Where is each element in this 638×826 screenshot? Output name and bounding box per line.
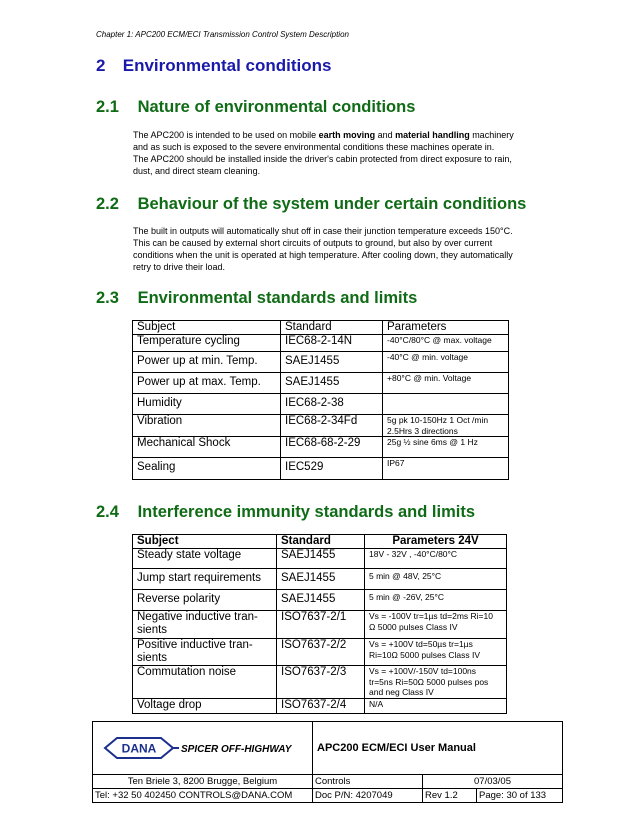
param-line: Vs = +100V/-150V td=100ns <box>369 666 477 676</box>
param-line: and neg Class IV <box>369 687 434 697</box>
table-row <box>133 590 507 611</box>
param-line: 5g pk 10-150Hz 1 Oct /min <box>387 415 489 425</box>
table-row <box>133 549 507 569</box>
cell-parameters: -40°C/80°C @ max. voltage <box>383 335 509 352</box>
bold-term-material-handling: material handling <box>395 130 470 140</box>
table-row <box>133 458 509 480</box>
cell-standard: ISO7637-2/4 <box>277 698 365 713</box>
subject-line: Positive inductive tran- <box>137 639 253 651</box>
behaviour-paragraph <box>133 225 553 273</box>
dana-logo-icon <box>103 733 303 763</box>
cell-subject <box>133 611 277 639</box>
department: Controls <box>313 775 423 789</box>
param-line: Ri=10Ω 5000 pulses Class IV <box>369 649 481 660</box>
section-heading-2-4 <box>96 503 475 522</box>
param-line: tr=5ns Ri=50Ω 5000 pulses pos <box>369 676 489 687</box>
environmental-standards-table <box>132 320 509 480</box>
behaviour-line: The built in outputs will automatically shut off in case their junction temperature exceeds 150°C. <box>133 226 513 236</box>
table-row <box>133 415 509 437</box>
table-row <box>133 335 509 352</box>
logo-wordmark: DANA <box>121 741 156 756</box>
section-title: Behaviour of the system under certain conditions <box>137 195 527 213</box>
cell-subject: Jump start requirements <box>133 569 277 590</box>
table-row <box>133 394 509 415</box>
cell-parameters <box>365 611 507 639</box>
section-heading-2-3 <box>96 289 417 308</box>
cell-subject: Reverse polarity <box>133 590 277 611</box>
cell-standard: SAEJ1455 <box>281 352 383 373</box>
cell-subject <box>133 639 277 666</box>
table-row <box>133 373 509 394</box>
cell-parameters <box>383 415 509 437</box>
company-address: Ten Briele 3, 8200 Brugge, Belgium <box>93 775 313 789</box>
behaviour-line: This can be caused by external short circuits of outputs to ground, but also by over current <box>133 238 493 248</box>
company-logo <box>93 722 313 775</box>
nature-line-1 <box>133 129 553 141</box>
bold-term-earth-moving: earth moving <box>318 130 376 140</box>
cell-subject: Humidity <box>133 394 281 415</box>
cell-subject: Sealing <box>133 458 281 480</box>
section-number: 2.3 <box>96 289 119 307</box>
section-title: Interference immunity standards and limits <box>137 503 476 521</box>
cell-standard: IEC68-2-14N <box>281 335 383 352</box>
manual-title: APC200 ECM/ECI User Manual <box>313 722 563 775</box>
section-title: Nature of environmental conditions <box>137 98 416 116</box>
table-row <box>133 437 509 458</box>
column-header-parameters: Parameters <box>383 321 509 335</box>
cell-parameters: IP67 <box>383 458 509 480</box>
subject-line: sients <box>137 652 168 664</box>
cell-standard: ISO7637-2/1 <box>277 611 365 639</box>
chapter-heading <box>96 56 331 76</box>
cell-subject: Vibration <box>133 415 281 437</box>
section-title: Environmental standards and limits <box>137 289 418 307</box>
cell-standard: IEC68-2-34Fd <box>281 415 383 437</box>
document-footer <box>92 721 563 803</box>
cell-parameters <box>383 394 509 415</box>
text-run: machinery <box>469 130 514 140</box>
text-run: The APC200 is intended to be used on mobile <box>133 130 319 140</box>
table-row <box>133 611 507 639</box>
section-heading-2-2 <box>96 195 526 214</box>
cell-standard: ISO7637-2/3 <box>277 666 365 699</box>
section-number: 2.1 <box>96 98 119 116</box>
contact-info: Tel: +32 50 402450 CONTROLS@DANA.COM <box>93 789 313 803</box>
cell-subject: Mechanical Shock <box>133 437 281 458</box>
cell-standard: SAEJ1455 <box>277 549 365 569</box>
param-line: Ω 5000 pulses Class IV <box>369 621 458 632</box>
cell-parameters: 25g ½ sine 6ms @ 1 Hz <box>383 437 509 458</box>
table-row <box>133 666 507 699</box>
section-heading-2-1 <box>96 98 415 117</box>
cell-standard: SAEJ1455 <box>277 590 365 611</box>
part-number: Doc P/N: 4207049 <box>313 789 423 803</box>
cell-subject: Power up at max. Temp. <box>133 373 281 394</box>
running-head: Chapter 1: APC200 ECM/ECI Transmission Control System Description <box>96 30 349 39</box>
cell-parameters: N/A <box>365 698 507 713</box>
cell-parameters <box>365 666 507 699</box>
section-number: 2.4 <box>96 503 119 521</box>
section-number: 2.2 <box>96 195 119 213</box>
text-run: and <box>375 130 396 140</box>
cell-parameters: 5 min @ 48V, 25°C <box>365 569 507 590</box>
footer-logo-row <box>93 722 563 775</box>
column-header-standard: Standard <box>277 535 365 549</box>
subject-line: Negative inductive tran- <box>137 611 258 623</box>
column-header-parameters: Parameters 24V <box>365 535 507 549</box>
interference-immunity-table <box>132 534 507 714</box>
subject-line: sients <box>137 624 168 636</box>
cell-standard: IEC529 <box>281 458 383 480</box>
cell-standard: SAEJ1455 <box>277 569 365 590</box>
table-header-row <box>133 535 507 549</box>
revision: Rev 1.2 <box>423 789 477 803</box>
cell-subject: Temperature cycling <box>133 335 281 352</box>
cell-parameters: 18V - 32V , -40°C/80°C <box>365 549 507 569</box>
cell-standard: IEC68-68-2-29 <box>281 437 383 458</box>
cell-standard: IEC68-2-38 <box>281 394 383 415</box>
cell-subject: Commutation noise <box>133 666 277 699</box>
param-line: Vs = +100V td=50µs tr=1µs <box>369 639 473 649</box>
table-row <box>133 698 507 713</box>
column-header-subject: Subject <box>133 321 281 335</box>
cell-parameters: +80°C @ min. Voltage <box>383 373 509 394</box>
behaviour-line: conditions when the unit is operated at high temperature. After cooling down, they automatically <box>133 250 513 260</box>
cell-parameters: 5 min @ -26V, 25°C <box>365 590 507 611</box>
chapter-title: Environmental conditions <box>122 56 332 75</box>
table-row <box>133 569 507 590</box>
footer-row <box>93 775 563 789</box>
cell-parameters: -40°C @ min. voltage <box>383 352 509 373</box>
footer-row <box>93 789 563 803</box>
document-date: 07/03/05 <box>423 775 563 789</box>
nature-line-3: The APC200 should be installed inside the driver's cabin protected from direct exposure to rain, <box>133 154 512 164</box>
cell-standard: ISO7637-2/2 <box>277 639 365 666</box>
cell-parameters <box>365 639 507 666</box>
cell-subject: Voltage drop <box>133 698 277 713</box>
cell-subject: Steady state voltage <box>133 549 277 569</box>
table-header-row <box>133 321 509 335</box>
cell-subject: Power up at min. Temp. <box>133 352 281 373</box>
cell-standard: SAEJ1455 <box>281 373 383 394</box>
nature-line-4: dust, and direct steam cleaning. <box>133 166 261 176</box>
logo-tagline: SPICER OFF-HIGHWAY <box>180 744 291 755</box>
nature-line-2: and as such is exposed to the severe environmental conditions these machines operate in. <box>133 142 495 152</box>
table-row <box>133 639 507 666</box>
chapter-number: 2 <box>96 56 106 75</box>
param-line: 2.5Hrs 3 directions <box>387 425 458 436</box>
page-number: Page: 30 of 133 <box>477 789 563 803</box>
param-line: Vs = -100V tr=1µs td=2ms Ri=10 <box>369 611 493 621</box>
nature-paragraph <box>133 129 553 177</box>
table-row <box>133 352 509 373</box>
column-header-standard: Standard <box>281 321 383 335</box>
column-header-subject: Subject <box>133 535 277 549</box>
behaviour-line: retry to drive their load. <box>133 262 226 272</box>
